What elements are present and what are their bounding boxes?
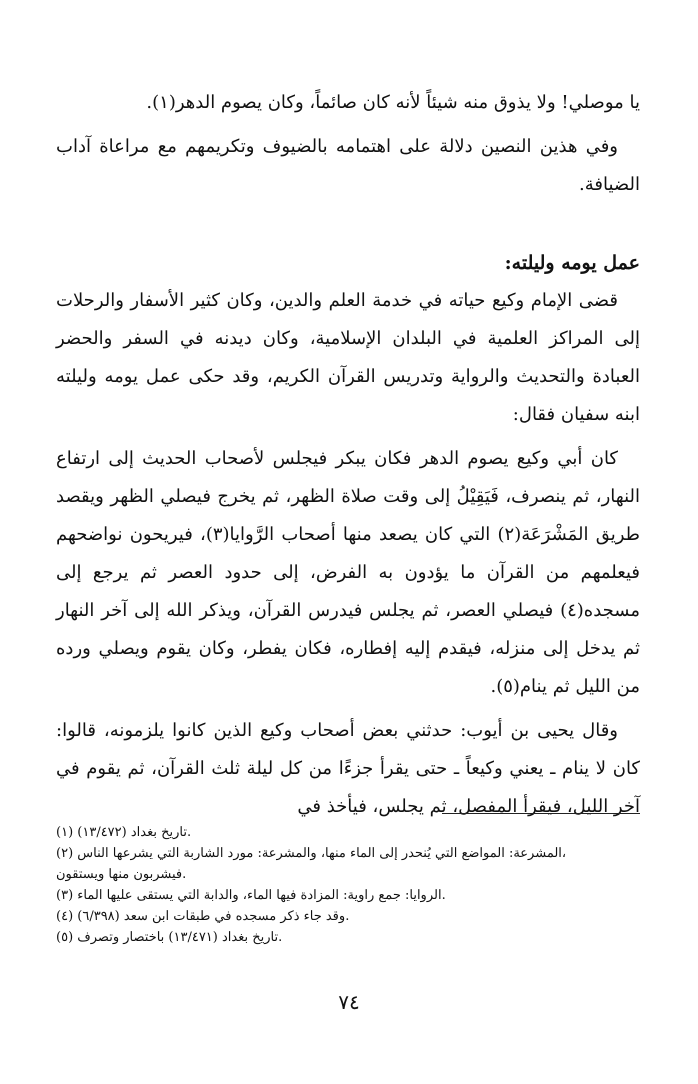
footnote-3: (٣) الروايا: جمع راوية: المزادة فيها الماء، والدابة التي يستقى عليها الماء. xyxy=(56,888,446,903)
footnote-1: (١) تاريخ بغداد (١٣/٤٧٢). xyxy=(56,825,192,840)
footnote-2: (٢) المشرعة: المواضع التي يُنحدر إلى الماء منها، والمشرعة: مورد الشاربة التي يشرعها الناس، xyxy=(56,846,567,861)
page-number: ٧٤ xyxy=(338,990,360,1014)
footnotes xyxy=(56,822,640,948)
footnote-2-cont-text: فيشربون منها ويستقون. xyxy=(56,867,187,882)
footnote-2-continuation xyxy=(56,864,640,885)
footnote-5: (٥) تاريخ بغداد (١٣/٤٧١) باختصار وتصرف. xyxy=(56,930,283,945)
section-paragraph-3: وقال يحيى بن أيوب: حدثني بعض أصحاب وكيع الذين كانوا يلزمونه، قالوا: كان لا ينام ـ يعني وكيعاً ـ حتى يقرأ جزءًا من كل ليلة ثلث القرآن، ثم يقوم في آخر الليل، فيقرأ المفصل، ثم يجلس، فيأخذ في xyxy=(56,720,640,817)
body-paragraph-2: وفي هذين النصين دلالة على اهتمامه بالضيوف وتكريمهم مع مراعاة آداب الضيافة. xyxy=(56,136,640,195)
section-heading: عمل يومه وليلته: xyxy=(504,252,640,274)
footnote-separator xyxy=(442,813,640,814)
section-paragraph-2: كان أبي وكيع يصوم الدهر فكان يبكر فيجلس لأصحاب الحديث إلى ارتفاع النهار، ثم ينصرف، فَيَقِيْلُ إلى وقت صلاة الظهر، ثم يخرج فيصلي الظهر ويقصد طريق المَشْرَعَة(٢) التي كان يصعد منها أصحاب الرَّوايا(٣)، فيريحون نواضحهم فيعلمهم من القرآن ما يؤدون به الفرض، إلى حدود العصر ثم يرجع إلى مسجده(٤) فيصلي العصر، ثم يجلس فيدرس القرآن، ويذكر الله إلى آخر النهار ثم يدخل إلى منزله، فيقدم إليه إفطاره، فكان يفطر، وكان يقوم ويصلي ورده من الليل ثم ينام(٥). xyxy=(56,448,640,697)
footnote-4: (٤) وقد جاء ذكر مسجده في طبقات ابن سعد (٦/٣٩٨). xyxy=(56,909,350,924)
body-paragraph-1: يا موصلي! ولا يذوق منه شيئاً لأنه كان صائماً، وكان يصوم الدهر(١). xyxy=(146,92,640,113)
section-paragraph-1: قضى الإمام وكيع حياته في خدمة العلم والدين، وكان كثير الأسفار والرحلات إلى المراكز العلمية في البلدان الإسلامية، وكان ديدنه في السفر والحضر العبادة والتحديث والرواية وتدريس القرآن الكريم، وقد حكى عمل يومه وليلته ابنه سفيان فقال: xyxy=(56,290,640,425)
